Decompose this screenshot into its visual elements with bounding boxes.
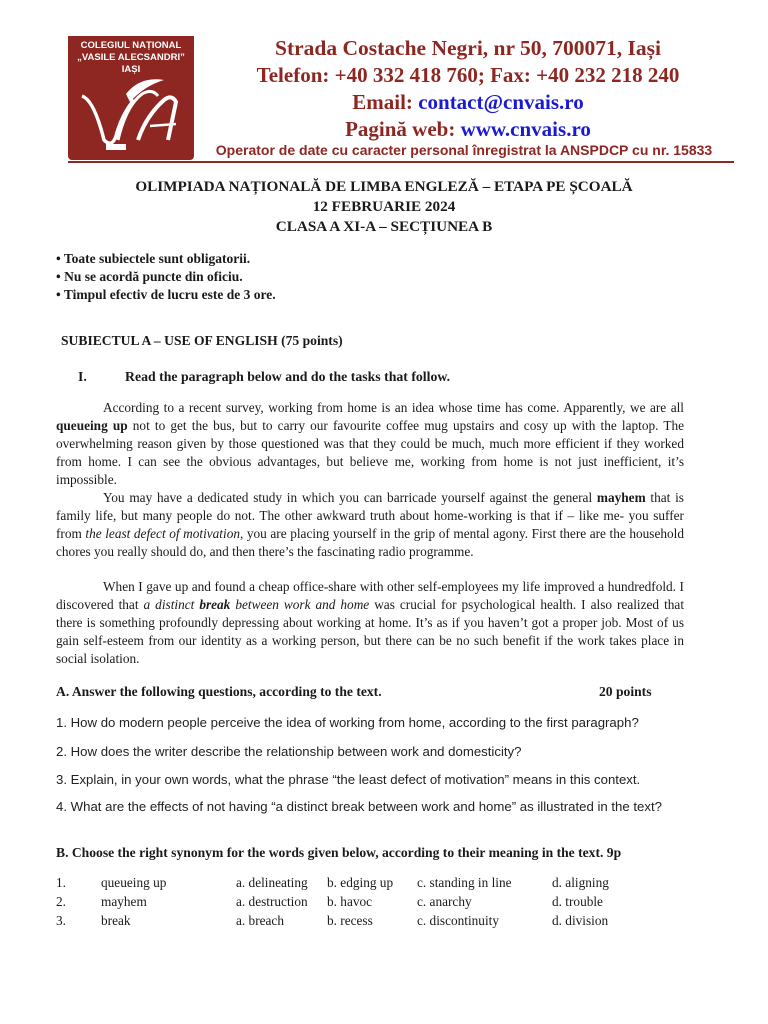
- text-paragraph-3: [56, 578, 684, 668]
- logo-text-line: „VASILE ALECSANDRI”: [77, 52, 185, 63]
- section-instruction: Read the paragraph below and do the tasks that follow.: [125, 369, 451, 384]
- phrase-between-work-home: between work and home: [230, 597, 370, 613]
- keyword-queueing-up: queueing up: [56, 418, 128, 434]
- letterhead: [68, 36, 734, 160]
- exam-class: CLASA A XI-A – SECȚIUNEA B: [275, 218, 493, 235]
- row-number: 2.: [56, 894, 66, 909]
- option-c: c. discontinuity: [417, 913, 499, 928]
- school-web-line: [208, 117, 728, 142]
- option-d: d. division: [552, 913, 609, 928]
- web-label: Pagină web:: [345, 117, 461, 141]
- paragraph-text: not to get the bus, but to carry our favourite coffee mug upstairs and cosy up with the laptop. The overwhelming reason given by those questioned was that they could be much, much more efficient if they worked from home. I can see the obvious advantages, but believe me, working from home is not just inefficient, it’s impossible.: [56, 418, 684, 488]
- option-a: a. breach: [236, 913, 284, 928]
- logo-text-line: COLEGIUL NAȚIONAL: [80, 40, 182, 51]
- school-phone: Telefon: +40 332 418 760; Fax: +40 232 218 240: [256, 63, 680, 87]
- synonym-row: [56, 894, 676, 912]
- paragraph-text: According to a recent survey, working from home is an idea whose time has come. Apparently, we are all: [103, 400, 684, 415]
- paragraph-text: When I gave up and found a cheap office-share with other self-employees my life improved a hundredfold. I discovered that: [56, 579, 684, 613]
- data-operator-note: Operator de date cu caracter personal înregistrat la ANSPDCP cu nr. 15833: [215, 142, 713, 158]
- row-number: 1.: [56, 875, 66, 890]
- school-address: Strada Costache Negri, nr 50, 700071, Iași: [275, 36, 661, 60]
- target-word: mayhem: [101, 894, 147, 909]
- paragraph-text: was crucial for psychological health. I also realized that there is something profoundly depressing about working at home. It’s as if you haven’t got a proper job. Most of us gain self-esteem from our identity as a working person, but there can be no such benefit if the work takes place in social isolation.: [56, 597, 685, 667]
- web-link[interactable]: www.cnvais.ro: [460, 117, 591, 141]
- question-item: 2. How does the writer describe the relationship between work and domesticity?: [56, 744, 522, 759]
- synonym-row: [56, 875, 676, 893]
- part-a-points: 20 points: [599, 684, 652, 699]
- option-c: c. anarchy: [417, 894, 472, 909]
- subject-heading: SUBIECTUL A – USE OF ENGLISH (75 points): [61, 333, 343, 348]
- option-b: b. havoc: [327, 894, 373, 909]
- header-divider: [68, 161, 734, 163]
- paragraph-text: that is family life, but many people do not. The other awkward truth about home-working is that if – like me- you suffer from: [56, 490, 684, 542]
- rule-item: • Timpul efectiv de lucru este de 3 ore.: [56, 287, 276, 302]
- part-a-title: A. Answer the following questions, according to the text.: [56, 684, 382, 699]
- email-label: Email:: [352, 90, 419, 114]
- question-item: 1. How do modern people perceive the idea of working from home, according to the first paragraph?: [56, 715, 639, 730]
- option-c: c. standing in line: [417, 875, 512, 890]
- text-paragraph-1: [56, 399, 684, 489]
- target-word: break: [101, 913, 131, 928]
- section-number: I.: [78, 369, 87, 384]
- row-number: 3.: [56, 913, 66, 928]
- keyword-mayhem: mayhem: [596, 490, 646, 505]
- exam-title: OLIMPIADA NAȚIONALĂ DE LIMBA ENGLEZĂ – ETAPA PE ȘCOALĂ: [135, 178, 633, 195]
- rule-item: • Toate subiectele sunt obligatorii.: [56, 251, 251, 266]
- email-link[interactable]: contact@cnvais.ro: [418, 90, 584, 114]
- paragraph-text: You may have a dedicated study in which you can barricade yourself against the general: [103, 490, 597, 505]
- option-a: a. destruction: [236, 894, 308, 909]
- question-item: 3. Explain, in your own words, what the phrase “the least defect of motivation” means in this context.: [56, 772, 641, 787]
- option-a: a. delineating: [236, 875, 308, 890]
- text-paragraph-2: [56, 489, 684, 561]
- option-b: b. recess: [327, 913, 373, 928]
- exam-date: 12 FEBRUARIE 2024: [312, 198, 456, 215]
- section-heading: [78, 369, 450, 385]
- part-b-heading: B. Choose the right synonym for the words given below, according to their meaning in the text. 9p: [56, 845, 622, 860]
- option-d: d. aligning: [552, 875, 609, 890]
- logo-text-line: IAȘI: [121, 64, 141, 75]
- paragraph-text: , you are placing yourself in the grip of mental agony. First there are the household chores you really should do, and then there’s the fascinating radio programme.: [56, 526, 684, 560]
- phrase-distinct: a distinct: [143, 597, 200, 613]
- question-item: 4. What are the effects of not having “a distinct break between work and home” as illustrated in the text?: [56, 799, 662, 814]
- option-d: d. trouble: [552, 894, 603, 909]
- rule-item: • Nu se acordă puncte din oficiu.: [56, 269, 243, 284]
- school-email-line: [208, 90, 728, 115]
- part-a-heading: [56, 684, 652, 700]
- school-logo: [68, 36, 194, 160]
- vasile-alecsandri-monogram-icon: [68, 36, 194, 160]
- option-b: b. edging up: [327, 875, 394, 890]
- synonym-row: [56, 913, 676, 931]
- phrase-least-defect: the least defect of motivation: [85, 526, 240, 542]
- target-word: queueing up: [101, 875, 167, 890]
- keyword-break: break: [199, 597, 231, 613]
